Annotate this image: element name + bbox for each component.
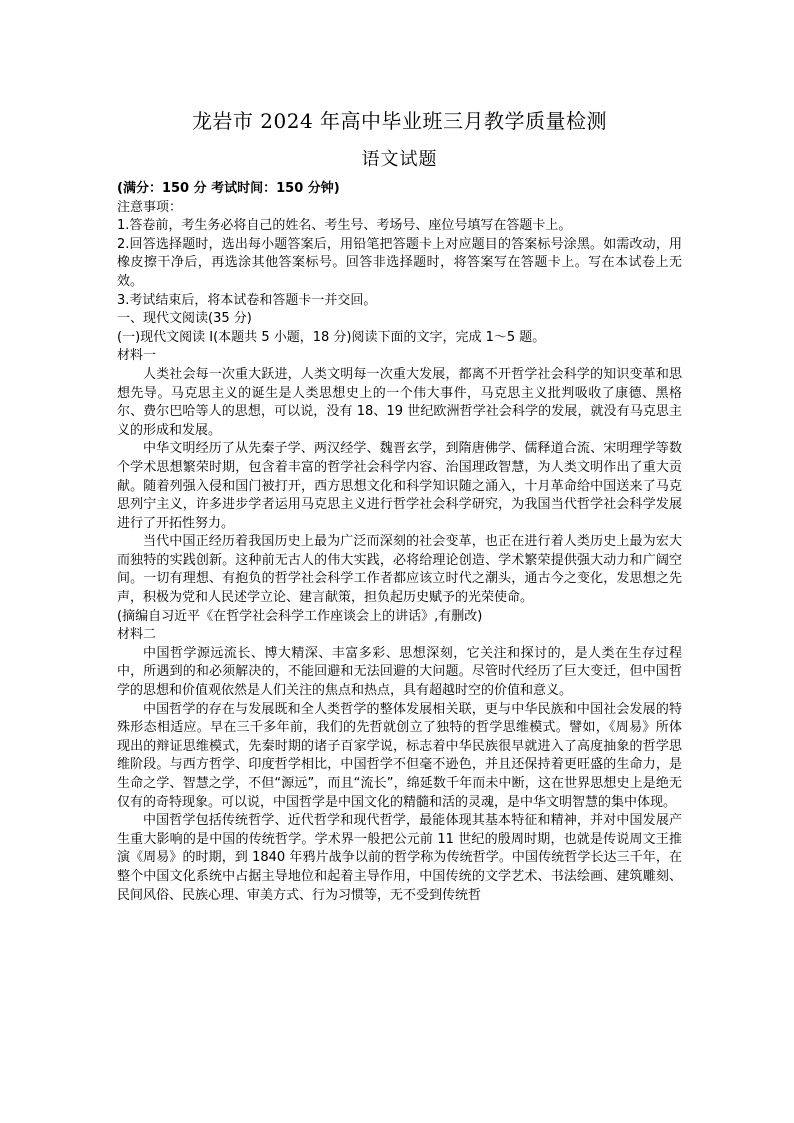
paragraph: 中华文明经历了从先秦子学、两汉经学、魏晋玄学，到隋唐佛学、儒释道合流、宋明理学等数个学术思想繁荣时期，包含着丰富的哲学社会科学内容、治国理政智慧，为人类文明作出了重大贡献。随着列强入侵和国门被打开，西方思想文化和科学知识随之涌入，十月革命给中国送来了马克思列宁主义，许多进步学者运用马克思主义进行哲学社会科学研究，为我国当代哲学社会科学发展进行了开拓性努力。 xyxy=(117,441,682,531)
notice-heading: 注意事项： xyxy=(117,199,183,215)
exam-title: 龙岩市 2024 年高中毕业班三月教学质量检测 xyxy=(191,109,608,133)
notice-item: 2.回答选择题时，选出每小题答案后，用铅笔把答题卡上对应题目的答案标号涂黑。如需改动，用橡皮擦干净后，再选涂其他答案标号。回答非选择题时，将答案写在答题卡上。写在本试卷上无效。 xyxy=(117,236,682,289)
material-label: 材料一 xyxy=(117,348,157,364)
section-subheading: (一)现代文阅读 I(本题共 5 小题，18 分)阅读下面的文字，完成 1～5 题。 xyxy=(117,329,546,345)
paragraph: 当代中国正经历着我国历史上最为广泛而深刻的社会变革，也正在进行着人类历史上最为宏大而独特的实践创新。这种前无古人的伟大实践，必将给理论创造、学术繁荣提供强大动力和广阔空间。一切有理想、有抱负的哲学社会科学工作者都应该立时代之潮头，通古今之变化，发思想之先声，积极为党和人民述学立论、建言献策，担负起历史赋予的光荣使命。 xyxy=(117,534,682,606)
material-source: (摘编自习近平《在哲学社会科学工作座谈会上的讲话》,有删改) xyxy=(117,608,483,624)
exam-subtitle: 语文试题 xyxy=(361,149,438,170)
notice-item: 1.答卷前，考生务必将自己的姓名、考生号、考场号、座位号填写在答题卡上。 xyxy=(117,218,572,234)
paragraph: 中国哲学源远流长、博大精深、丰富多彩、思想深刻，它关注和探讨的，是人类在生存过程中，所遇到的和必须解决的，不能回避和无法回避的大问题。尽管时代经历了巨大变迁，但中国哲学的思想和价值观依然是人们关注的焦点和热点，具有超越时空的价值和意义。 xyxy=(117,645,682,699)
notice-item: 3.考试结束后，将本试卷和答题卡一并交回。 xyxy=(117,292,377,308)
section-heading: 一、现代文阅读(35 分) xyxy=(117,311,252,327)
score-info: (满分：150 分 考试时间：150 分钟) xyxy=(117,181,340,196)
material-label: 材料二 xyxy=(117,627,157,643)
exam-body xyxy=(117,180,682,905)
paragraph: 中国哲学包括传统哲学、近代哲学和现代哲学，最能体现其基本特征和精神，并对中国发展产生重大影响的是中国的传统哲学。学术界一般把公元前 11 世纪的殷周时期，也就是传说周文王推演《周易》的时期，到 1840 年鸦片战争以前的哲学称为传统哲学。中国传统哲学长达三千年，在整个中国文化系统中占据主导地位和起着主导作用，中国传统的文学艺术、书法绘画、建筑雕刻、民间风俗、民族心理、审美方式、行为习惯等，无不受到传统哲 xyxy=(117,813,682,903)
paragraph: 中国哲学的存在与发展既和全人类哲学的整体发展相关联，更与中华民族和中国社会发展的特殊形态相适应。早在三千多年前，我们的先哲就创立了独特的哲学思维模式。譬如，《周易》所体现出的辩证思维模式，先秦时期的诸子百家学说，标志着中华民族很早就进入了高度抽象的哲学思维阶段。与西方哲学、印度哲学相比，中国哲学不但毫不逊色，并且还保持着更旺盛的生命力，是生命之学、智慧之学，不但“源远”，而且“流长”，绵延数千年而未中断，这在世界思想史上是绝无仅有的奇特现象。可以说，中国哲学是中国文化的精髓和活的灵魂，是中华文明智慧的集中体现。 xyxy=(117,701,682,810)
paragraph: 人类社会每一次重大跃进，人类文明每一次重大发展，都离不开哲学社会科学的知识变革和思想先导。马克思主义的诞生是人类思想史上的一个伟大事件，马克思主义批判吸收了康德、黑格尔、费尔巴哈等人的思想，可以说，没有 18、19 世纪欧洲哲学社会科学的发展，就没有马克思主义的形成和发展。 xyxy=(117,366,682,438)
